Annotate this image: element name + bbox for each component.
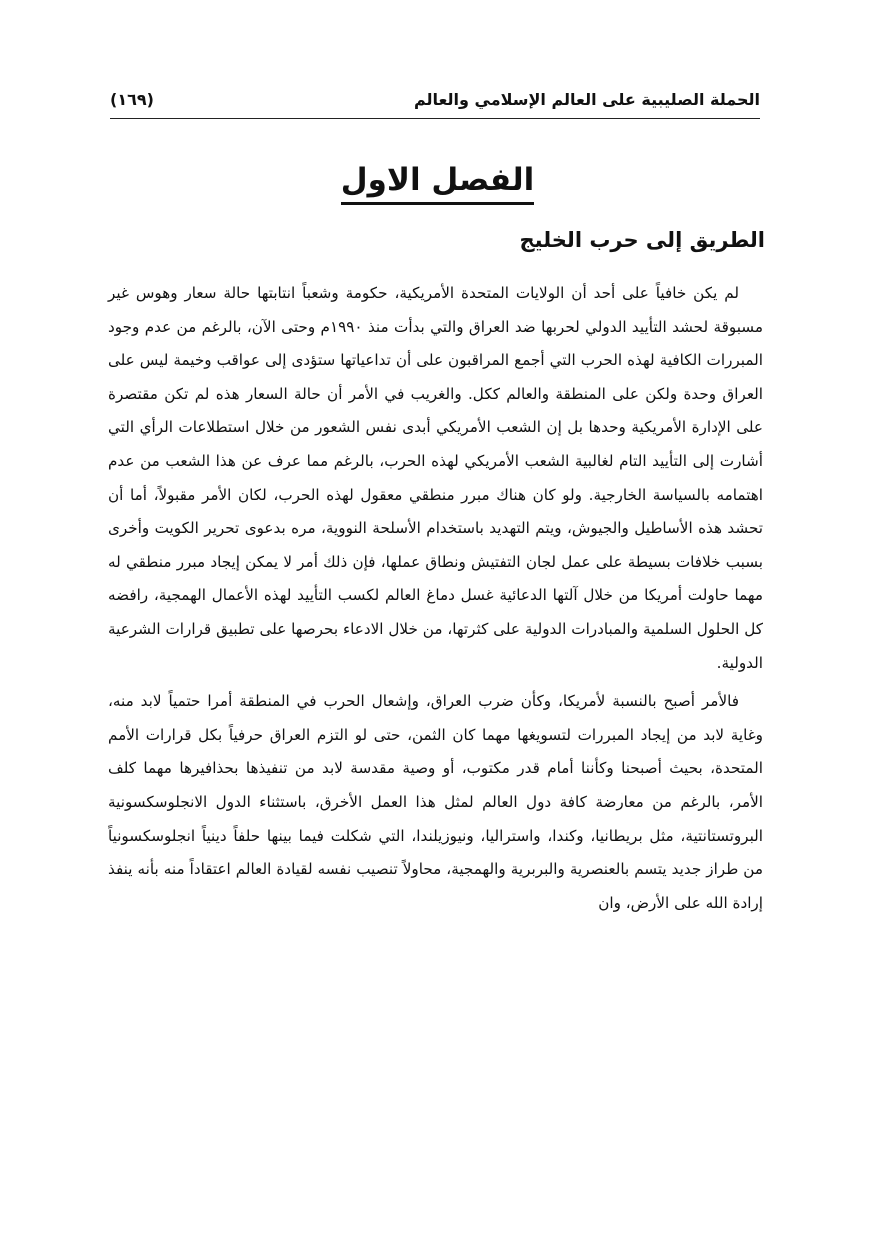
body-text — [108, 277, 763, 920]
paragraph: لم يكن خافياً على أحد أن الولايات المتحدة الأمريكية، حكومة وشعباً انتابتها حالة سعار وهوس غير مسبوقة لحشد التأييد الدولي لحربها ضد العراق والتي بدأت منذ ١٩٩٠م وحتى الآن، بالرغم من عدم وجود المبررات الكافية لهذه الحرب التي أجمع المراقبون على أن تداعياتها ستؤدى إلى عواقب وخيمة ليس على العراق وحدة ولكن على المنطقة والعالم ككل. والغريب في الأمر أن حالة السعار هذه لم تكن مقتصرة على الإدارة الأمريكية وحدها بل إن الشعب الأمريكي أبدى نفس الشعور من خلال استطلاعات الرأي التي أشارت إلى التأييد التام لغالبية الشعب الأمريكي لهذه الحرب، بالرغم مما عرف عن هذا الشعب من عدم اهتمامه بالسياسة الخارجية. ولو كان هناك مبرر منطقي معقول لهذه الحرب، لكان الأمر مقبولاً، أما أن تحشد هذه الأساطيل والجيوش، ويتم التهديد باستخدام الأسلحة النووية، مره بدعوى تحرير الكويت وأخرى بسبب خلافات بسيطة على عمل لجان التفتيش ونطاق عملها، فإن ذلك أمر لا يمكن إيجاد مبرر منطقي له مهما حاولت أمريكا من خلال آلتها الدعائية غسل دماغ العالم لكسب التأييد لهذه الأعمال الهمجية، رافضه كل الحلول السلمية والمبادرات الدولية على كثرتها، من خلال الادعاء بحرصها على تطبيق قرارات الشرعية الدولية. — [108, 284, 763, 672]
paragraph: فالأمر أصبح بالنسبة لأمريكا، وكأن ضرب العراق، وإشعال الحرب في المنطقة أمرا حتمياً لابد منه، وغاية لابد من إيجاد المبررات لتسويغها مهما كان الثمن، حتى لو التزم العراق حرفياً بكل قرارات الأمم المتحدة، بحيث أصبحنا وكأننا أمام قدر مكتوب، أو وصية مقدسة لابد من تنفيذها بحذافيرها مهما كلف الأمر، بالرغم من معارضة كافة دول العالم لمثل هذا العمل الأخرق، باستثناء الدول الانجلوسكسونية البروتستانتية، مثل بريطانيا، وكندا، واستراليا، ونيوزيلندا، التي شكلت فيما بينها حلفاً دينياً انجلوسكسونياً من طراز جديد يتسم بالعنصرية والبربرية والهمجية، محاولاً تنصيب نفسه لقيادة العالم اعتقاداً منه بأنه ينفذ إرادة الله على الأرض، وان — [108, 692, 763, 912]
section-heading: الطريق إلى حرب الخليج — [519, 228, 765, 252]
chapter-title: الفصل الاول — [341, 162, 534, 205]
running-header — [110, 88, 760, 119]
chapter-title-block — [0, 162, 875, 205]
page-number: (١٦٩) — [110, 90, 154, 109]
running-title: الحملة الصليبية على العالم الإسلامي والعالم — [413, 90, 760, 109]
